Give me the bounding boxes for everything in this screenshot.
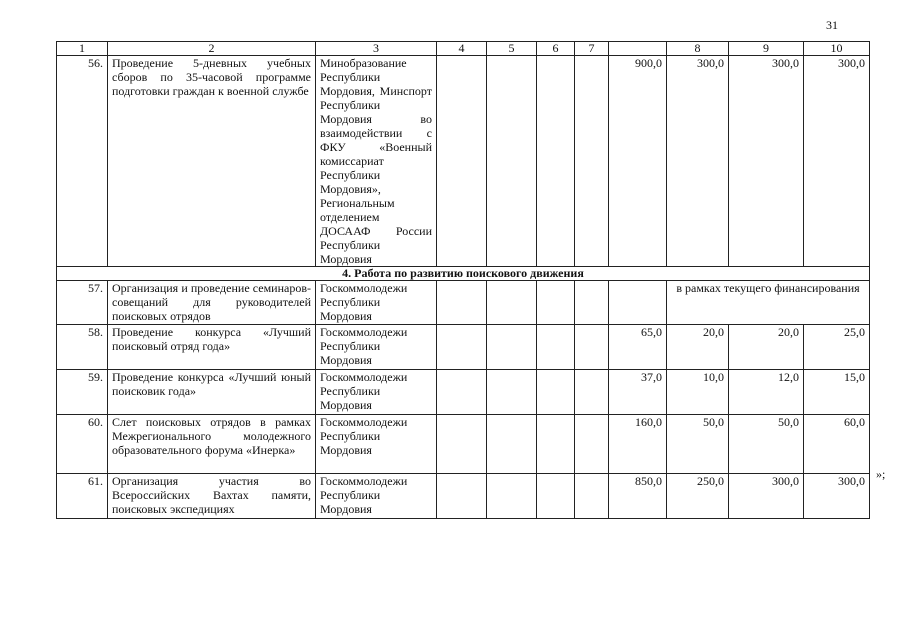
row-number: 57. <box>57 281 108 325</box>
empty-cell <box>575 474 609 519</box>
empty-cell <box>487 415 537 474</box>
empty-cell <box>437 415 487 474</box>
empty-cell <box>537 325 575 370</box>
empty-cell <box>437 281 487 325</box>
row-year-3: 15,0 <box>804 370 870 415</box>
row-total: 65,0 <box>609 325 667 370</box>
row-year-1: 50,0 <box>667 415 729 474</box>
empty-cell <box>487 370 537 415</box>
empty-cell <box>437 370 487 415</box>
row-number: 56. <box>57 56 108 267</box>
row-total: 37,0 <box>609 370 667 415</box>
header-cell <box>609 42 667 56</box>
row-description: Проведение 5-дневных учебных сборов по 35-часовой программе подготовки граждан к военной службе <box>108 56 316 267</box>
row-total: 160,0 <box>609 415 667 474</box>
header-cell: 5 <box>487 42 537 56</box>
row-executor: Госкоммолодежи Республики Мордовия <box>316 474 437 519</box>
empty-cell <box>537 415 575 474</box>
current-financing-note: в рамках текущего финансирования <box>667 281 870 325</box>
empty-cell <box>437 325 487 370</box>
row-description: Проведение конкурса «Лучший поисковый отряд года» <box>108 325 316 370</box>
section-title: 4. Работа по развитию поискового движения <box>57 267 870 281</box>
empty-cell <box>537 474 575 519</box>
row-description: Организация участия во Всероссийских Вахтах памяти, поисковых экспедициях <box>108 474 316 519</box>
row-year-1: 250,0 <box>667 474 729 519</box>
table-row <box>57 56 870 267</box>
row-number: 58. <box>57 325 108 370</box>
empty-cell <box>537 56 575 267</box>
empty-cell <box>487 325 537 370</box>
header-cell: 3 <box>316 42 437 56</box>
row-year-2: 300,0 <box>729 474 804 519</box>
table-row <box>57 370 870 415</box>
row-year-3: 60,0 <box>804 415 870 474</box>
header-cell: 7 <box>575 42 609 56</box>
row-executor: Минобразование Республики Мордовия, Минспорт Республики Мордовия во взаимодействии с ФКУ «Военный комиссариат Республики Мордовия», Региональным отделением ДОСААФ России Республики Мордовия <box>316 56 437 267</box>
table-row <box>57 474 870 519</box>
empty-cell <box>609 281 667 325</box>
row-year-3: 25,0 <box>804 325 870 370</box>
empty-cell <box>575 281 609 325</box>
row-description: Организация и проведение семинаров-совещаний для руководителей поисковых отрядов <box>108 281 316 325</box>
row-number: 59. <box>57 370 108 415</box>
row-executor: Госкоммолодежи Республики Мордовия <box>316 415 437 474</box>
row-executor: Госкоммолодежи Республики Мордовия <box>316 281 437 325</box>
table-row <box>57 415 870 474</box>
header-cell: 6 <box>537 42 575 56</box>
row-description: Слет поисковых отрядов в рамках Межрегионального молодежного образовательного форума «Инерка» <box>108 415 316 474</box>
header-cell: 4 <box>437 42 487 56</box>
empty-cell <box>487 281 537 325</box>
row-total: 900,0 <box>609 56 667 267</box>
row-executor: Госкоммолодежи Республики Мордовия <box>316 325 437 370</box>
row-year-3: 300,0 <box>804 56 870 267</box>
header-cell: 9 <box>729 42 804 56</box>
empty-cell <box>487 56 537 267</box>
empty-cell <box>537 281 575 325</box>
row-total: 850,0 <box>609 474 667 519</box>
section-row <box>57 267 870 281</box>
row-number: 60. <box>57 415 108 474</box>
program-table <box>56 41 870 519</box>
row-year-1: 300,0 <box>667 56 729 267</box>
closing-quote-mark: »; <box>876 467 886 481</box>
table-row <box>57 281 870 325</box>
page-number: 31 <box>826 18 838 32</box>
empty-cell <box>575 370 609 415</box>
table-row <box>57 325 870 370</box>
row-year-2: 12,0 <box>729 370 804 415</box>
row-year-2: 50,0 <box>729 415 804 474</box>
empty-cell <box>437 56 487 267</box>
header-cell: 10 <box>804 42 870 56</box>
empty-cell <box>537 370 575 415</box>
empty-cell <box>487 474 537 519</box>
row-year-2: 20,0 <box>729 325 804 370</box>
row-number: 61. <box>57 474 108 519</box>
row-year-1: 20,0 <box>667 325 729 370</box>
header-cell: 2 <box>108 42 316 56</box>
empty-cell <box>575 415 609 474</box>
header-cell: 8 <box>667 42 729 56</box>
empty-cell <box>575 325 609 370</box>
empty-cell <box>575 56 609 267</box>
table-header-row <box>57 42 870 56</box>
row-year-3: 300,0 <box>804 474 870 519</box>
row-description: Проведение конкурса «Лучший юный поисковик года» <box>108 370 316 415</box>
header-cell: 1 <box>57 42 108 56</box>
empty-cell <box>437 474 487 519</box>
row-executor: Госкоммолодежи Республики Мордовия <box>316 370 437 415</box>
row-year-1: 10,0 <box>667 370 729 415</box>
row-year-2: 300,0 <box>729 56 804 267</box>
